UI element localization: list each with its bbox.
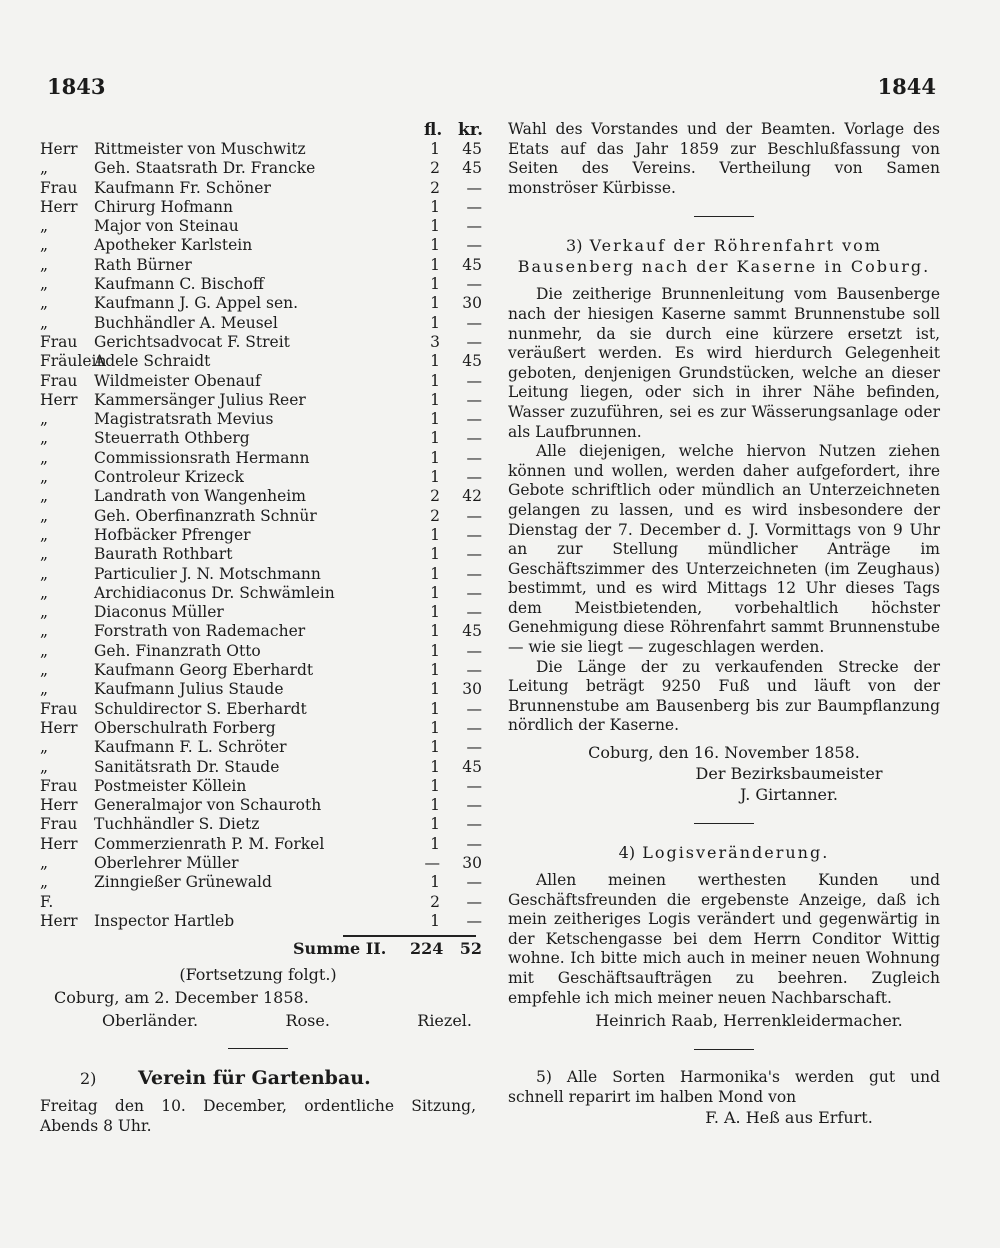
amount-fl: 2 <box>430 487 440 506</box>
donor-name: Adele Schraidt <box>94 352 211 371</box>
donor-title: Frau <box>40 371 78 390</box>
amount-fl: 1 <box>430 545 440 564</box>
section-3-signature-title: Der Bezirksbaumeister <box>695 764 883 784</box>
section-4-signature: Heinrich Raab, Herrenkleidermacher. <box>595 1011 903 1031</box>
section-4-paragraph: Allen meinen werthesten Kunden und Geschäftsfreunden die ergebenste Anzeige, daß ich mein zeitheriges Logis verändert und gegenwärtig in der Ketschengasse bei dem Herrn Conditor Wittig wohne. Ich bitte mich auch in meiner neuen Wohnung mit Geschäftsaufträgen zu beehren. Zugleich empfehle ich mich meiner neuen Nachbarschaft. <box>508 871 940 1007</box>
sum-row <box>293 935 482 959</box>
list-item <box>40 699 482 719</box>
list-item <box>40 525 482 545</box>
donor-title: „ <box>40 661 49 680</box>
amount-fl: 1 <box>430 680 440 699</box>
donor-title: „ <box>40 757 49 776</box>
amount-fl: 2 <box>430 892 440 911</box>
donor-title: „ <box>40 255 49 274</box>
section-2-text: Freitag den 10. December, ordentliche Sitzung, Abends 8 Uhr. <box>40 1097 476 1135</box>
amount-fl: 1 <box>430 313 440 332</box>
amount-fl: 1 <box>430 236 440 255</box>
amount-kr: — <box>466 468 482 487</box>
amount-fl: 1 <box>430 641 440 660</box>
amount-kr: — <box>466 390 482 409</box>
section-number: 4) <box>618 843 636 863</box>
amount-kr: — <box>466 275 482 294</box>
donor-title: „ <box>40 506 49 525</box>
amount-kr: — <box>466 506 482 525</box>
donor-name: Tuchhändler S. Dietz <box>94 815 260 834</box>
donor-title: „ <box>40 853 49 872</box>
list-item <box>40 275 482 294</box>
donor-title: „ <box>40 217 49 236</box>
donor-title: „ <box>40 159 49 178</box>
amount-kr: — <box>466 603 482 622</box>
amount-kr: — <box>466 699 482 718</box>
list-item <box>40 255 482 275</box>
list-item <box>40 718 482 738</box>
donor-title: Frau <box>40 178 78 197</box>
amount-kr: — <box>466 410 482 429</box>
continuation-note: (Fortsetzung folgt.) <box>179 965 337 985</box>
donor-name: Inspector Hartleb <box>94 911 235 930</box>
amount-fl: 3 <box>430 332 440 351</box>
section-3-date: Coburg, den 16. November 1858. <box>588 743 860 763</box>
page-number-right: 1844 <box>877 74 936 99</box>
amount-kr: — <box>466 738 482 757</box>
amount-kr: — <box>466 815 482 834</box>
donor-name: Geh. Oberfinanzrath Schnür <box>94 506 317 525</box>
list-item <box>40 738 482 757</box>
list-header <box>40 120 484 140</box>
amount-kr: — <box>466 217 482 236</box>
donor-name: Gerichtsadvocat F. Streit <box>94 332 290 351</box>
donor-name: Rath Bürner <box>94 255 192 274</box>
section-title: Logisveränderung. <box>642 843 830 863</box>
donor-name: Kaufmann F. L. Schröter <box>94 738 287 757</box>
amount-kr: — <box>466 661 482 680</box>
donor-name: Diaconus Müller <box>94 603 224 622</box>
amount-fl: 1 <box>430 217 440 236</box>
donor-title: „ <box>40 680 49 699</box>
donor-title: „ <box>40 738 49 757</box>
donor-name: Archidiaconus Dr. Schwämlein <box>94 583 335 602</box>
amount-fl: 1 <box>430 583 440 602</box>
list-item <box>40 332 482 352</box>
header-fl: fl. <box>424 120 443 140</box>
amount-fl: 1 <box>430 294 440 313</box>
amount-kr: — <box>466 332 482 351</box>
amount-fl: 1 <box>430 352 440 371</box>
donor-name: Sanitätsrath Dr. Staude <box>94 757 280 776</box>
amount-kr: — <box>466 873 482 892</box>
amount-kr: 45 <box>462 757 482 776</box>
donor-name: Kaufmann Georg Eberhardt <box>94 661 314 680</box>
amount-fl: 1 <box>430 371 440 390</box>
amount-kr: — <box>466 429 482 448</box>
section-number: 2) <box>80 1069 97 1089</box>
amount-fl: 1 <box>430 873 440 892</box>
donor-title: Fräulein <box>40 352 107 371</box>
amount-kr: — <box>466 911 482 930</box>
section-title-line2: Bausenberg nach der Kaserne in Coburg. <box>517 257 931 277</box>
amount-kr: — <box>466 796 482 815</box>
signatory: Riezel. <box>417 1011 472 1031</box>
list-item <box>40 603 482 622</box>
divider <box>694 823 754 824</box>
divider <box>228 1048 288 1049</box>
amount-kr: — <box>466 313 482 332</box>
list-item <box>40 178 482 198</box>
list-item <box>40 911 482 931</box>
donor-name: Kaufmann J. G. Appel sen. <box>94 294 299 313</box>
list-item <box>40 873 482 892</box>
donor-title: „ <box>40 873 49 892</box>
donor-name: Kammersänger Julius Reer <box>94 390 306 409</box>
section-number: 3) <box>566 236 583 256</box>
amount-kr: 30 <box>462 680 482 699</box>
list-item <box>40 757 482 777</box>
donor-title: Herr <box>40 796 78 815</box>
list-item <box>40 371 482 391</box>
donor-name: Zinngießer Grünewald <box>94 873 272 892</box>
amount-kr: 45 <box>462 352 482 371</box>
donor-name: Hofbäcker Pfrenger <box>94 525 251 544</box>
donor-title: „ <box>40 468 49 487</box>
amount-fl: 1 <box>430 834 440 853</box>
donor-title: „ <box>40 622 49 641</box>
donor-title: Frau <box>40 815 78 834</box>
donor-name: Chirurg Hofmann <box>94 197 233 216</box>
amount-kr: — <box>466 448 482 467</box>
donor-title: „ <box>40 641 49 660</box>
sum-fl: 224 <box>410 939 444 959</box>
list-item <box>40 583 482 603</box>
donor-name: Oberschulrath Forberg <box>94 718 276 737</box>
sum-label: Summe II. <box>293 939 387 959</box>
donor-name: Commerzienrath P. M. Forkel <box>94 834 325 853</box>
donor-name: Commissionsrath Hermann <box>94 448 310 467</box>
amount-kr: — <box>466 583 482 602</box>
amount-fl: 1 <box>430 275 440 294</box>
donor-title: Frau <box>40 332 78 351</box>
list-item <box>40 313 482 333</box>
list-item <box>40 622 482 641</box>
list-item <box>40 140 482 159</box>
donor-list <box>40 140 482 931</box>
amount-fl: 1 <box>430 661 440 680</box>
list-item <box>40 641 482 661</box>
amount-fl: 1 <box>430 390 440 409</box>
amount-fl: 1 <box>430 815 440 834</box>
section-4-heading <box>508 842 940 863</box>
amount-fl: 1 <box>430 197 440 216</box>
donor-title: „ <box>40 275 49 294</box>
section-title: Verein für Gartenbau. <box>138 1067 371 1090</box>
list-item <box>40 294 482 313</box>
donor-name: Buchhändler A. Meusel <box>94 313 278 332</box>
donor-title: Frau <box>40 699 78 718</box>
list-item <box>40 236 482 255</box>
amount-kr: 30 <box>462 294 482 313</box>
amount-fl: 1 <box>430 776 440 795</box>
list-item <box>40 506 482 526</box>
sum-kr: 52 <box>459 939 482 959</box>
amount-fl: 1 <box>430 448 440 467</box>
donor-name: Postmeister Köllein <box>94 776 247 795</box>
donor-name: Particulier J. N. Motschmann <box>94 564 321 583</box>
amount-fl: 2 <box>430 159 440 178</box>
signatories <box>40 1011 476 1030</box>
divider <box>694 1049 754 1050</box>
amount-fl: 2 <box>430 506 440 525</box>
donor-title: Herr <box>40 718 78 737</box>
list-item <box>40 853 482 873</box>
list-item <box>40 197 482 217</box>
donor-name: Schuldirector S. Eberhardt <box>94 699 307 718</box>
amount-kr: — <box>466 718 482 737</box>
donor-title: „ <box>40 545 49 564</box>
donor-title: „ <box>40 236 49 255</box>
donor-name: Rittmeister von Muschwitz <box>94 140 306 158</box>
amount-fl: 1 <box>430 410 440 429</box>
list-item <box>40 217 482 236</box>
donor-name: Apotheker Karlstein <box>94 236 253 255</box>
signatory: Rose. <box>285 1011 330 1031</box>
amount-fl: 1 <box>430 429 440 448</box>
signatory: Oberländer. <box>102 1011 199 1031</box>
donor-title: Herr <box>40 140 78 158</box>
section-5-text: 5) Alle Sorten Harmonika's werden gut und schnell reparirt im halben Mond von <box>508 1068 940 1106</box>
amount-kr: — <box>466 641 482 660</box>
list-item <box>40 815 482 834</box>
amount-kr: — <box>466 564 482 583</box>
amount-fl: 1 <box>430 699 440 718</box>
donor-name: Steuerrath Othberg <box>94 429 250 448</box>
list-item <box>40 776 482 796</box>
list-item <box>40 487 482 506</box>
amount-kr: — <box>466 545 482 564</box>
donor-name: Wildmeister Obenauf <box>94 371 261 390</box>
amount-kr: 30 <box>462 853 482 872</box>
donor-name: Controleur Krizeck <box>94 468 244 487</box>
amount-kr: — <box>466 197 482 216</box>
donor-title: Frau <box>40 776 78 795</box>
amount-fl: 1 <box>430 738 440 757</box>
donor-title: „ <box>40 294 49 313</box>
amount-kr: 45 <box>462 622 482 641</box>
donor-name: Kaufmann C. Bischoff <box>94 275 264 294</box>
list-item <box>40 410 482 429</box>
list-item <box>40 390 482 410</box>
section-5-signature: F. A. Heß aus Erfurt. <box>705 1108 873 1128</box>
list-item <box>40 564 482 584</box>
donor-title: Herr <box>40 834 78 853</box>
agenda-text: Wahl des Vorstandes und der Beamten. Vorlage des Etats auf das Jahr 1859 zur Beschlußfassung von Seiten des Vereins. Vertheilung von Samen monströser Kürbisse. <box>508 120 940 197</box>
list-item <box>40 448 482 468</box>
amount-kr: — <box>466 834 482 853</box>
donor-name: Geh. Finanzrath Otto <box>94 641 261 660</box>
donor-name: Geh. Staatsrath Dr. Francke <box>94 159 316 178</box>
donor-title: „ <box>40 525 49 544</box>
donor-title: „ <box>40 448 49 467</box>
amount-fl: 1 <box>430 622 440 641</box>
amount-fl: 1 <box>430 603 440 622</box>
header-kr: kr. <box>458 120 484 140</box>
donor-title: Herr <box>40 197 78 216</box>
donor-title: „ <box>40 603 49 622</box>
amount-fl: 1 <box>430 911 440 930</box>
amount-kr: 45 <box>462 159 482 178</box>
amount-fl: 2 <box>430 178 440 197</box>
amount-kr: 45 <box>462 140 482 158</box>
donor-title: Herr <box>40 911 78 930</box>
list-item <box>40 545 482 564</box>
list-item <box>40 680 482 699</box>
list-item <box>40 468 482 487</box>
amount-kr: — <box>466 371 482 390</box>
section-3-paragraph-2: Alle diejenigen, welche hiervon Nutzen ziehen können und wollen, werden daher aufgefordert, ihre Gebote schriftlich oder mündlich an Unterzeichneten gelangen zu lassen, und es wird insbesondere der Dienstag der 7. December d. J. Vormittags von 9 Uhr an zur Stellung mündlicher Anträge im Geschäftszimmer des Unterzeichneten (im Zeughaus) bestimmt, und es wird Mittags 12 Uhr dieses Tags dem Meistbietenden, vorbehaltlich höchster Genehmigung diese Röhrenfahrt sammt Brunnenstube — wie sie liegt — zugeschlagen werden. <box>508 442 940 657</box>
amount-fl: 1 <box>430 525 440 544</box>
section-3-paragraph-3: Die Länge der zu verkaufenden Strecke der Leitung beträgt 9250 Fuß und läuft von der Brunnenstube am Bausenberg bis zur Baumpflanzung nördlich der Kaserne. <box>508 657 940 735</box>
amount-fl: 1 <box>430 468 440 487</box>
amount-fl: 1 <box>430 757 440 776</box>
amount-kr: 42 <box>462 487 482 506</box>
donor-title: „ <box>40 313 49 332</box>
amount-kr: — <box>466 776 482 795</box>
donor-title: „ <box>40 429 49 448</box>
amount-fl: — <box>424 853 440 872</box>
amount-fl: 1 <box>430 718 440 737</box>
list-item <box>40 661 482 680</box>
list-item <box>40 892 482 912</box>
donor-title: F. <box>40 892 54 911</box>
donor-name: Generalmajor von Schauroth <box>94 796 322 815</box>
donor-title: „ <box>40 487 49 506</box>
donor-name: Landrath von Wangenheim <box>94 487 306 506</box>
list-item <box>40 796 482 815</box>
donor-name: Forstrath von Rademacher <box>94 622 306 641</box>
amount-fl: 1 <box>430 564 440 583</box>
right-column <box>508 120 940 1128</box>
page-number-left: 1843 <box>47 74 106 99</box>
amount-kr: — <box>466 236 482 255</box>
donor-name: Oberlehrer Müller <box>94 853 239 872</box>
list-dateline: Coburg, am 2. December 1858. <box>54 988 309 1008</box>
list-item <box>40 834 482 854</box>
amount-fl: 1 <box>430 140 440 158</box>
amount-fl: 1 <box>430 255 440 274</box>
list-item <box>40 352 482 371</box>
amount-fl: 1 <box>430 796 440 815</box>
amount-kr: — <box>466 525 482 544</box>
donor-title: „ <box>40 410 49 429</box>
section-title-line1: Verkauf der Röhrenfahrt vom <box>589 236 882 256</box>
donor-title: „ <box>40 583 49 602</box>
amount-kr: — <box>466 178 482 197</box>
section-3-heading <box>508 235 940 277</box>
section-3-signature-name: J. Girtanner. <box>740 785 838 805</box>
donor-title: „ <box>40 564 49 583</box>
section-2-heading <box>40 1067 476 1089</box>
left-column <box>40 120 484 1136</box>
donor-name: Kaufmann Julius Staude <box>94 680 284 699</box>
amount-kr: 45 <box>462 255 482 274</box>
donor-name: Magistratsrath Mevius <box>94 410 274 429</box>
amount-kr: — <box>466 892 482 911</box>
donor-title: Herr <box>40 390 78 409</box>
donor-name: Baurath Rothbart <box>94 545 233 564</box>
list-item <box>40 159 482 178</box>
donor-name: Major von Steinau <box>94 217 239 236</box>
section-3-paragraph-1: Die zeitherige Brunnenleitung vom Bausenberge nach der hiesigen Kaserne sammt Brunnenstube soll nunmehr, da sie durch eine kürzere ersetzt ist, veräußert werden. Es wird hierdurch Gelegenheit geboten, denjenigen Grundstücken, welche an dieser Leitung liegen, oder sich in ihrer Nähe befinden, Wasser zuzuführen, sei es zur Wässerungsanlage oder als Laufbrunnen. <box>508 285 940 441</box>
divider <box>694 216 754 217</box>
donor-name: Kaufmann Fr. Schöner <box>94 178 271 197</box>
list-item <box>40 429 482 448</box>
